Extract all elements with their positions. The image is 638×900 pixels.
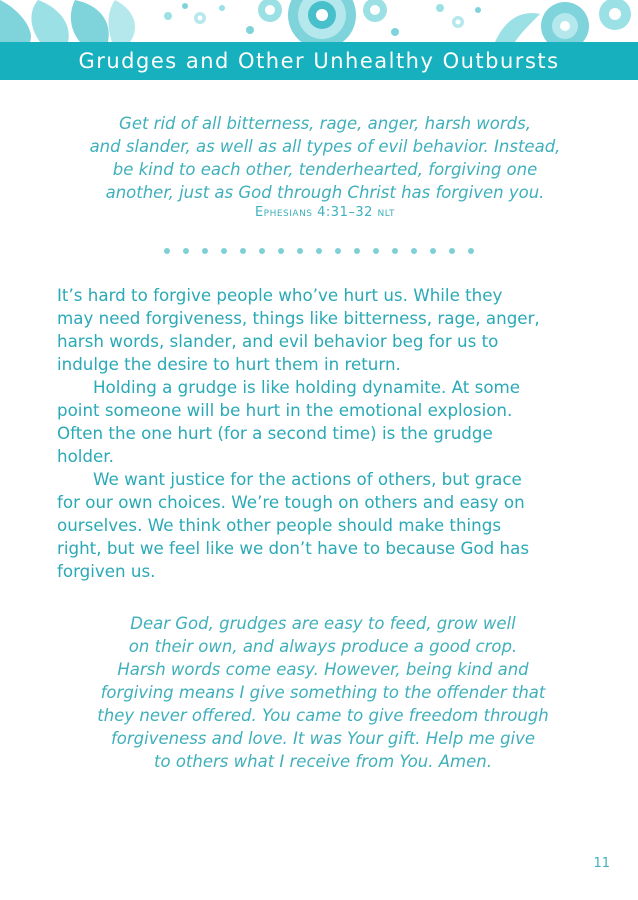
prayer-line: Dear God, grudges are easy to feed, grow well	[130, 614, 516, 633]
scripture-verse	[60, 112, 590, 204]
body-line: forgiven us.	[57, 561, 156, 581]
body-line: may need forgiveness, things like bitterness, rage, anger,	[57, 308, 540, 328]
divider-dot	[430, 248, 436, 254]
divider-dot	[411, 248, 417, 254]
divider-dot	[316, 248, 322, 254]
floral-decoration	[0, 0, 638, 42]
divider-dot	[335, 248, 341, 254]
body-line: right, but we feel like we don’t have to because God has	[57, 538, 530, 558]
prayer-line: Harsh words come easy. However, being kind and	[117, 660, 529, 679]
divider-dot	[164, 248, 170, 254]
body-line: for our own choices. We’re tough on others and easy on	[57, 492, 525, 512]
dot-divider	[164, 246, 474, 256]
verse-line: be kind to each other, tenderhearted, forgiving one	[112, 160, 538, 179]
page-number: 11	[593, 856, 610, 871]
divider-dot	[278, 248, 284, 254]
body-line: Often the one hurt (for a second time) is the grudge	[57, 423, 493, 443]
body-line: indulge the desire to hurt them in return.	[57, 354, 401, 374]
body-line: Holding a grudge is like holding dynamite. At some	[93, 377, 521, 397]
page-title: Grudges and Other Unhealthy Outbursts	[78, 49, 560, 73]
prayer-line: to others what I receive from You. Amen.	[154, 752, 492, 771]
body-line: ourselves. We think other people should make things	[57, 515, 502, 535]
divider-dot	[468, 248, 474, 254]
devotional-body	[57, 284, 587, 583]
divider-dot	[240, 248, 246, 254]
divider-dot	[183, 248, 189, 254]
body-line: holder.	[57, 446, 114, 466]
floral-pattern-icon	[0, 0, 638, 42]
prayer-line: on their own, and always produce a good crop.	[128, 637, 518, 656]
prayer	[58, 612, 588, 773]
divider-dot	[373, 248, 379, 254]
verse-line: and slander, as well as all types of evil behavior. Instead,	[89, 137, 561, 156]
divider-dot	[449, 248, 455, 254]
title-banner	[0, 42, 638, 80]
verse-line: Get rid of all bitterness, rage, anger, harsh words,	[119, 114, 531, 133]
divider-dot	[297, 248, 303, 254]
body-line: It’s hard to forgive people who’ve hurt us. While they	[57, 285, 503, 305]
divider-dot	[392, 248, 398, 254]
divider-dot	[259, 248, 265, 254]
divider-dot	[354, 248, 360, 254]
prayer-line: they never offered. You came to give freedom through	[97, 706, 549, 725]
body-line: point someone will be hurt in the emotional explosion.	[57, 400, 513, 420]
prayer-line: forgiveness and love. It was Your gift. Help me give	[110, 729, 536, 748]
body-line: harsh words, slander, and evil behavior beg for us to	[57, 331, 499, 351]
body-line: We want justice for the actions of others, but grace	[93, 469, 522, 489]
divider-dot	[202, 248, 208, 254]
verse-line: another, just as God through Christ has forgiven you.	[105, 183, 545, 202]
divider-dot	[221, 248, 227, 254]
verse-reference: Ephesians 4:31–32 nlt	[254, 205, 396, 220]
prayer-line: forgiving means I give something to the offender that	[100, 683, 546, 702]
